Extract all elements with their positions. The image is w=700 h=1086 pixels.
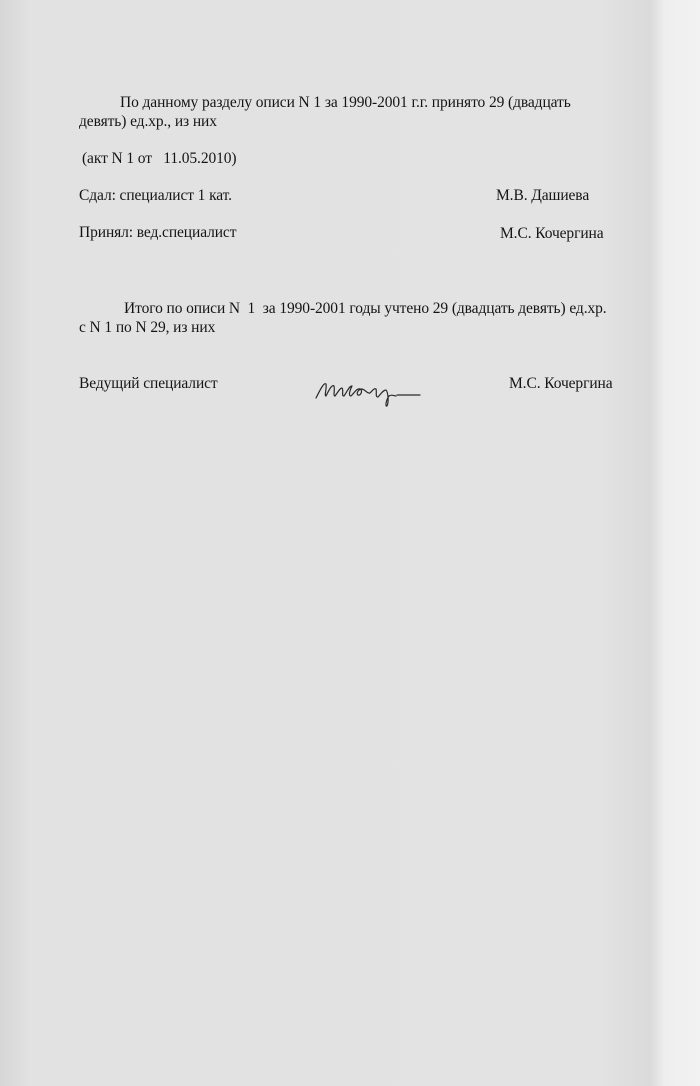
handover-gave-label: Сдал: специалист 1 кат. bbox=[79, 187, 232, 204]
handover-received-name: М.С. Кочергина bbox=[500, 225, 604, 242]
inventory-total-line-2: с N 1 по N 29, из них bbox=[79, 319, 216, 336]
handover-received-label: Принял: вед.специалист bbox=[79, 224, 237, 241]
signoff-position: Ведущий специалист bbox=[79, 375, 218, 392]
section-total-line-1: По данному разделу описи N 1 за 1990-2001 г.г. принято 29 (двадцать bbox=[120, 94, 571, 111]
handwritten-signature bbox=[312, 372, 424, 408]
section-total-line-2: девять) ед.хр., из них bbox=[79, 113, 217, 130]
signoff-name: М.С. Кочергина bbox=[509, 375, 613, 392]
handover-gave-name: М.В. Дашиева bbox=[496, 187, 590, 204]
inventory-total-line-1: Итого по описи N 1 за 1990-2001 годы учтено 29 (двадцать девять) ед.хр. bbox=[124, 300, 607, 317]
act-reference: (акт N 1 от 11.05.2010) bbox=[82, 150, 237, 167]
